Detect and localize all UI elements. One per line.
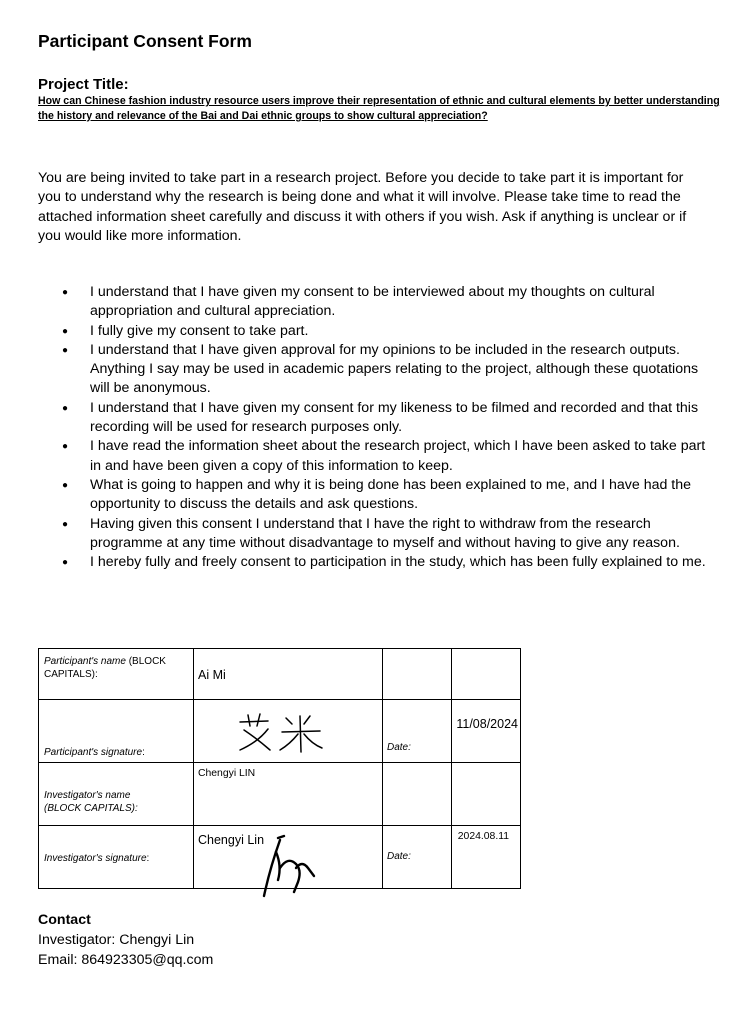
- investigator-signature-row: [39, 826, 521, 889]
- participant-date-label-cell: [383, 700, 452, 763]
- consent-item: ● I understand that I have given approval for my opinions to be included in the research outputs. Anything I say may be used in academic papers relating to the project, although these quotations will be anonymous.: [38, 341, 718, 399]
- participant-name-label: Participant's name (BLOCK CAPITALS):: [44, 656, 166, 680]
- contact-heading: Contact: [38, 912, 91, 928]
- investigator-date-label-cell: [383, 826, 452, 889]
- consent-list: [38, 283, 718, 572]
- contact-email: Email: 864923305@qq.com: [38, 952, 214, 968]
- page-title: Participant Consent Form: [38, 31, 252, 51]
- participant-date-label: Date:: [387, 742, 411, 753]
- intro-paragraph: You are being invited to take part in a research project. Before you decide to take part it is important for you to understand why the research is being done and what it will involve. Please take time to read the attached information sheet carefully and discuss it with others if you wish. Ask if anything is unclear or if you would like more information.: [38, 170, 687, 244]
- contact-investigator: Investigator: Chengyi Lin: [38, 932, 195, 948]
- consent-item: ● I fully give my consent to take part.: [38, 322, 718, 341]
- investigator-signature-image: [258, 834, 322, 902]
- empty-cell: [383, 649, 452, 700]
- investigator-name-row: [39, 763, 521, 826]
- empty-cell: [452, 763, 521, 826]
- participant-signature-label-cell: [39, 700, 194, 763]
- investigator-signature-cell[interactable]: [194, 826, 383, 889]
- consent-item: ● I understand that I have given my consent for my likeness to be filmed and recorded and that this recording will be used for research purposes only.: [38, 399, 718, 438]
- empty-cell: [452, 649, 521, 700]
- participant-signature-row: [39, 700, 521, 763]
- consent-item: ● I understand that I have given my consent to be interviewed about my thoughts on cultural appropriation and cultural appreciation.: [38, 283, 718, 322]
- investigator-signature-typed: Chengyi Lin: [198, 833, 265, 847]
- investigator-name-label-cell: [39, 763, 194, 826]
- project-title-label: Project Title:: [38, 76, 129, 93]
- project-title-text: How can Chinese fashion industry resource users improve their representation of ethnic and cultural elements by better understanding the history and relevance of the Bai and Dai ethnic groups to show cultural appreciation?: [38, 95, 720, 122]
- participant-signature-cell[interactable]: [194, 700, 383, 763]
- participant-date-cell[interactable]: [452, 700, 521, 763]
- participant-name-label-cell: [39, 649, 194, 700]
- participant-date-value: 11/08/2024: [456, 717, 518, 731]
- investigator-name-value-cell[interactable]: [194, 763, 383, 826]
- investigator-name-value: Chengyi LIN: [198, 768, 256, 779]
- participant-signature-label: Participant's signature:: [44, 747, 145, 758]
- empty-cell: [383, 763, 452, 826]
- participant-name-value: Ai Mi: [198, 668, 226, 682]
- investigator-signature-label-cell: [39, 826, 194, 889]
- investigator-date-value: 2024.08.11: [457, 831, 509, 842]
- investigator-signature-label: Investigator's signature:: [44, 853, 150, 864]
- participant-signature-image: [234, 712, 326, 754]
- consent-item: ● I have read the information sheet about the research project, which I have been asked to take part in and have been given a copy of this information to keep.: [38, 437, 718, 476]
- participant-name-value-cell[interactable]: [194, 649, 383, 700]
- consent-item: ● What is going to happen and why it is being done has been explained to me, and I have had the opportunity to discuss the details and ask questions.: [38, 476, 718, 515]
- consent-item: ● I hereby fully and freely consent to participation in the study, which has been fully explained to me.: [38, 553, 718, 572]
- signature-table: [38, 648, 521, 889]
- consent-item: ● Having given this consent I understand that I have the right to withdraw from the research programme at any time without disadvantage to myself and without having to give any reason.: [38, 515, 718, 554]
- participant-name-row: [39, 649, 521, 700]
- investigator-date-label: Date:: [387, 851, 411, 862]
- investigator-name-label: Investigator's name (BLOCK CAPITALS):: [44, 790, 138, 814]
- investigator-date-cell[interactable]: [452, 826, 521, 889]
